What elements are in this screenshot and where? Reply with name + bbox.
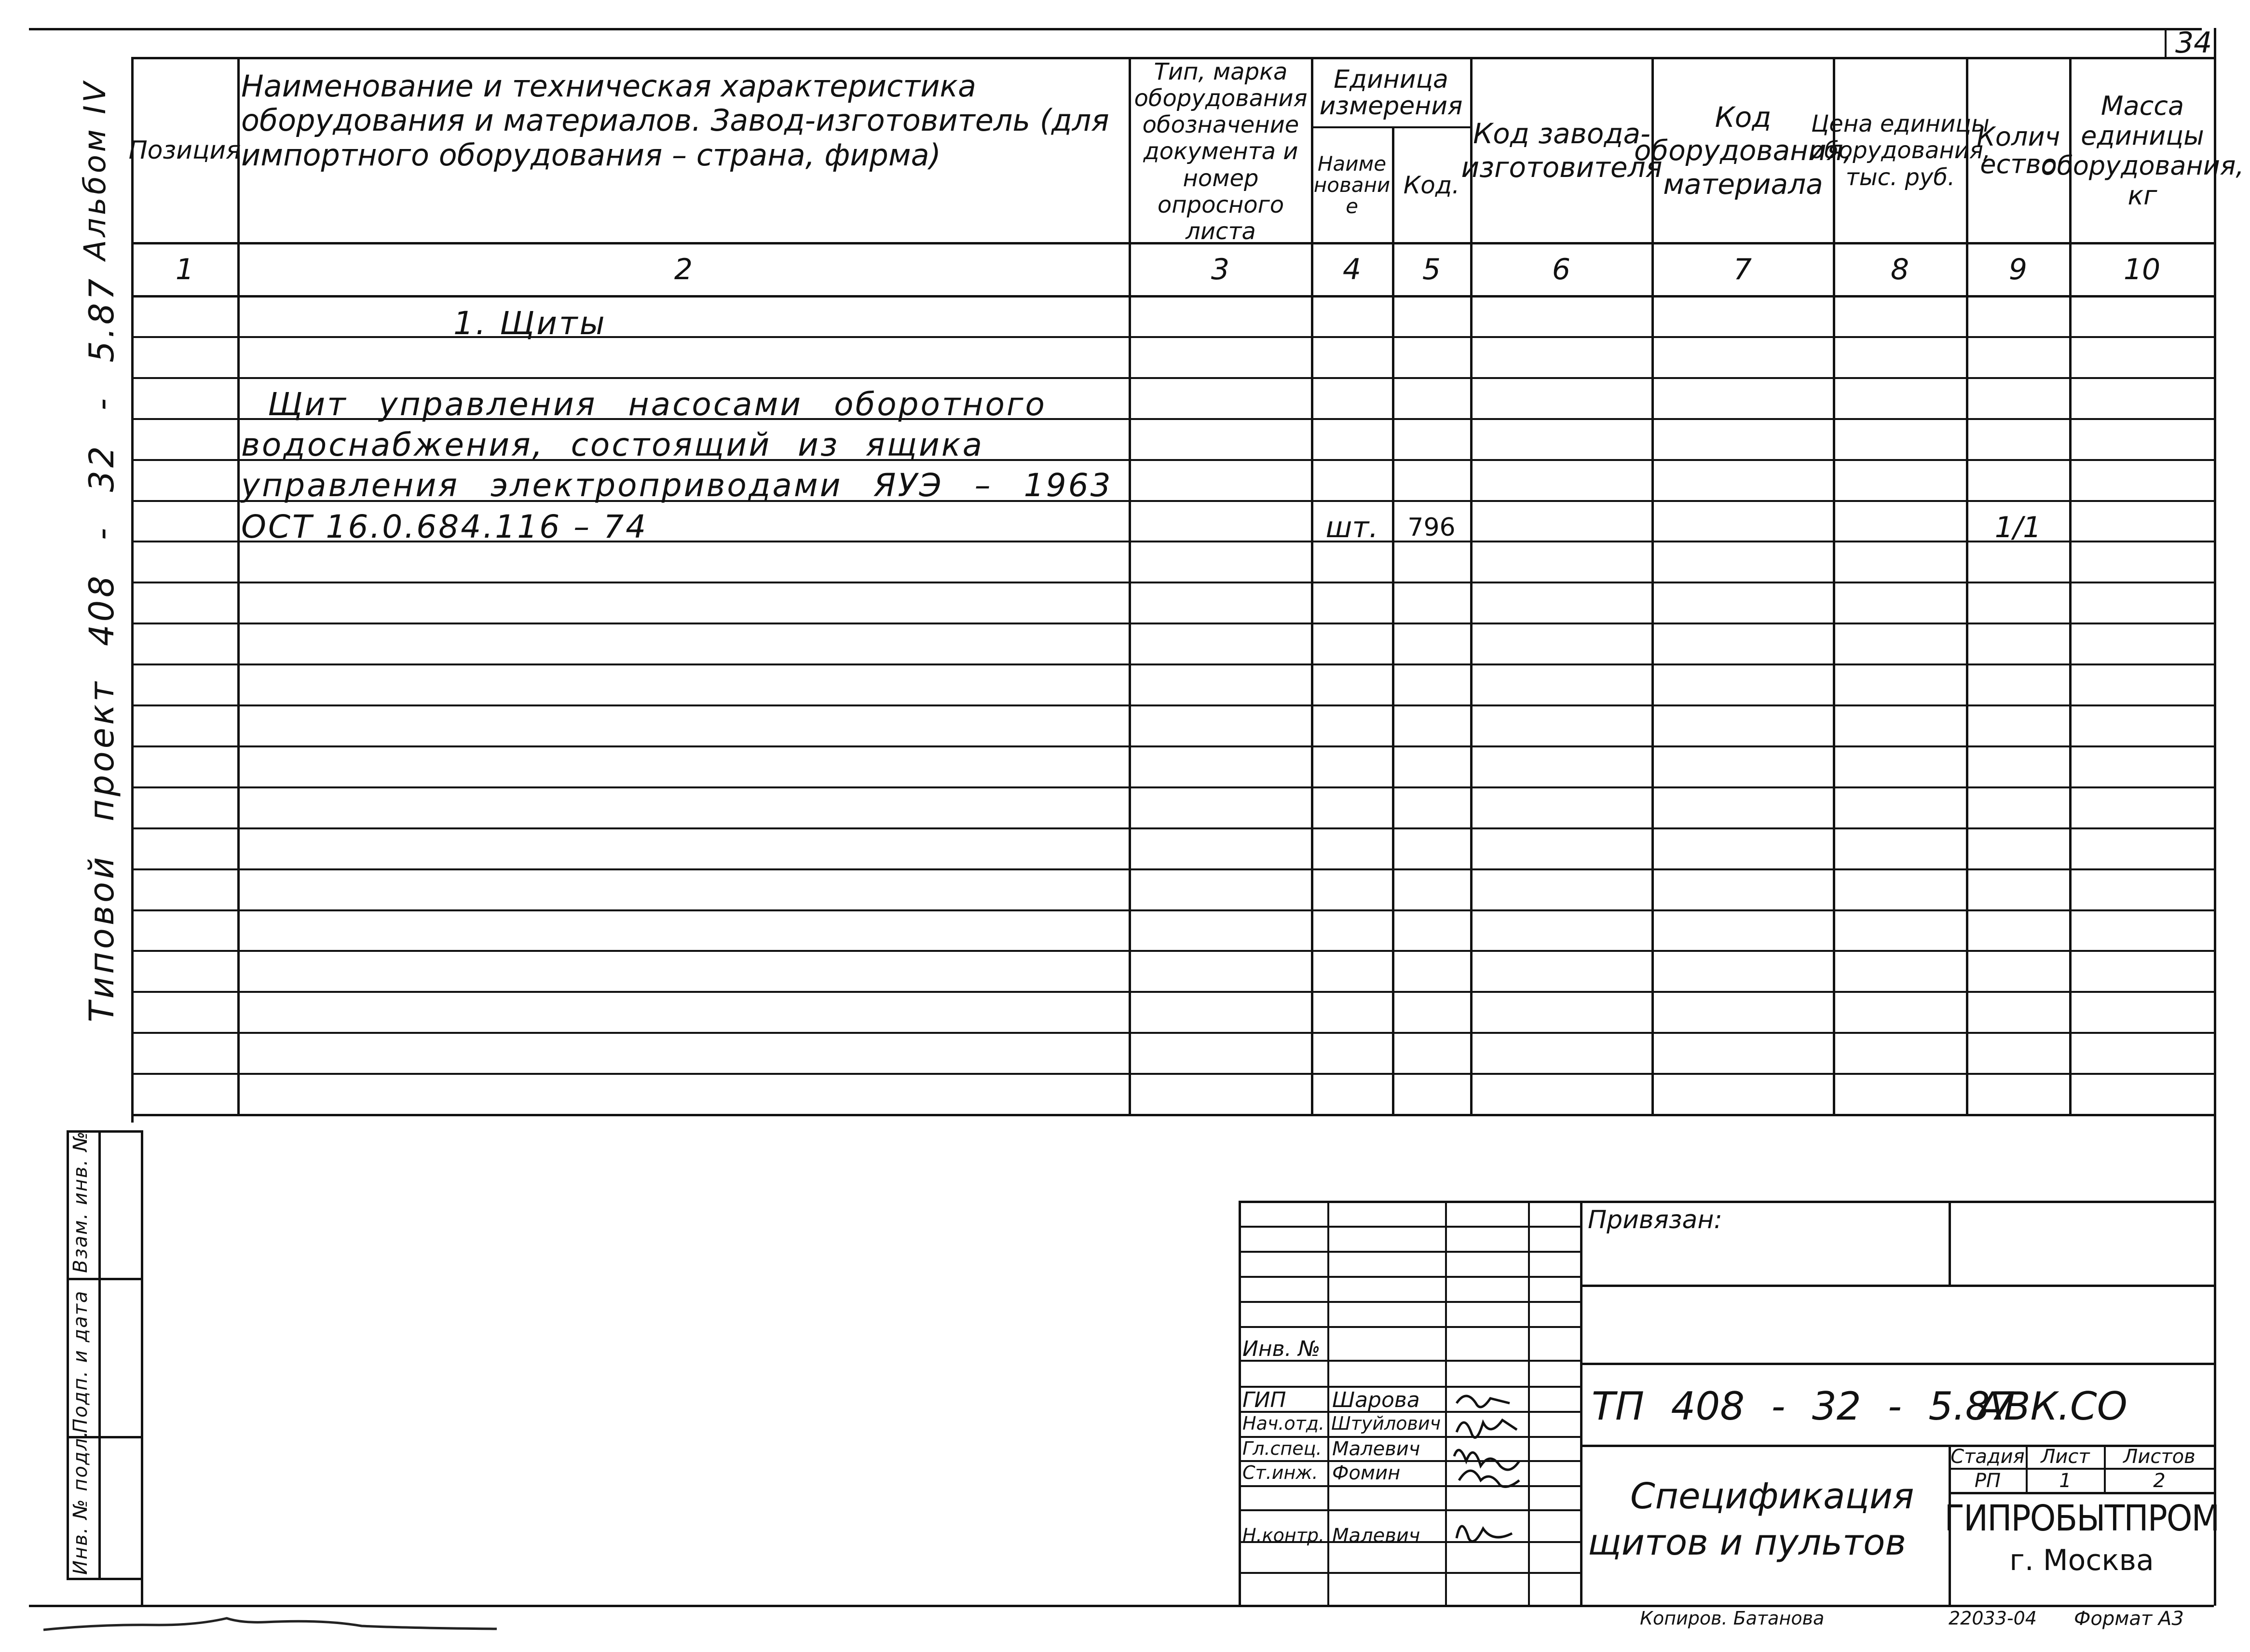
strip-label-c: Инв. № подл. [69, 1430, 92, 1575]
scan-smudge [43, 1615, 506, 1635]
tb-doc-code: ТП 408 - 32 - 5.87 [1592, 1384, 2015, 1429]
col-line-1 [237, 57, 240, 1114]
tb-org: ГИПРОБЫТПРОМ [1944, 1498, 2219, 1540]
col-line-9 [2069, 57, 2072, 1114]
col-line-6 [1651, 57, 1654, 1114]
table-row-line [131, 664, 2214, 665]
table-row-line [131, 786, 2214, 788]
section-title: 1. Щиты [453, 305, 607, 342]
table-row-line [131, 336, 2214, 338]
item-line-1: Щит управления насосами оборотного [268, 386, 1047, 423]
header-price: Цена единицы оборудования, тыс. руб. [1810, 110, 1991, 191]
tb-row-line [1239, 1276, 1580, 1278]
signature-marks [1447, 1384, 1528, 1577]
header-unit-name: Наименование [1313, 151, 1391, 218]
table-row-line [131, 1073, 2214, 1075]
strip-right [141, 1130, 143, 1606]
tb-left [1239, 1201, 1241, 1605]
table-bottom [131, 1114, 2214, 1116]
item-line-2: водоснабжения, состоящий из ящика [241, 426, 984, 463]
table-row-line [131, 868, 2214, 870]
tb-sheets: 2 [2153, 1470, 2166, 1492]
tb-role-5: Н.контр. [1242, 1525, 1325, 1546]
strip-label-b: Подп. и дата [69, 1290, 92, 1433]
tb-top [1239, 1201, 2214, 1203]
colnum-2: 2 [674, 252, 693, 286]
item-line-3: управления электроприводами ЯУЭ – 1963 [241, 467, 1113, 504]
tb-name-0: Шарова [1332, 1388, 1420, 1412]
frame-right [2214, 28, 2216, 1606]
tb-city: г. Москва [2009, 1543, 2154, 1577]
colnum-10: 10 [2123, 252, 2161, 286]
tb-role-2: Гл.спец. [1242, 1438, 1322, 1459]
tb-row-line [1239, 1485, 1580, 1487]
tb-name-3: Фомин [1332, 1462, 1401, 1484]
sheet-number: 34 [2175, 26, 2212, 60]
header-equipment-code: Код оборудования, материала [1634, 100, 1853, 201]
tb-doc-mark: АВК.СО [1977, 1384, 2127, 1429]
tb-role-3: Ст.инж. [1242, 1462, 1318, 1483]
tb-name-1: Штуйлович [1331, 1413, 1441, 1434]
header-unit: Единица измерения [1319, 65, 1463, 121]
colnum-3: 3 [1211, 252, 1230, 286]
tb-stage-label: Стадия [1950, 1446, 2025, 1468]
colnum-1: 1 [175, 252, 194, 286]
colnum-bottom [131, 295, 2214, 298]
tb-row-line [1239, 1251, 1580, 1253]
table-row-line [131, 377, 2214, 379]
footer-code: 22033-04 [1949, 1608, 2037, 1629]
item-line-4: ОСТ 16.0.684.116 – 74 [241, 508, 648, 545]
item-unit-code: 796 [1407, 513, 1456, 542]
tb-inv: Инв. № [1242, 1337, 1321, 1361]
tb-v1 [1327, 1201, 1329, 1605]
frame-bottom [29, 1605, 2214, 1607]
tb-v4 [1580, 1201, 1582, 1605]
tb-privyazan: Привязан: [1588, 1205, 1722, 1234]
header-position: Позиция [128, 135, 241, 165]
header-maker-code: Код завода-изготовителя [1461, 117, 1663, 184]
tb-role-0: ГИП [1242, 1388, 1286, 1412]
tb-stage-bottom [1949, 1492, 2214, 1494]
strip-bottom [67, 1578, 141, 1580]
sheet-box-left [2165, 28, 2167, 58]
strip-sep-1 [67, 1278, 141, 1280]
tb-name-5: Малевич [1332, 1525, 1420, 1547]
table-row-line [131, 827, 2214, 829]
table-row-line [131, 950, 2214, 952]
colnum-6: 6 [1552, 252, 1571, 286]
tb-title-line-2: щитов и пультов [1588, 1522, 1907, 1563]
tb-priv-divider [1949, 1201, 1951, 1285]
colnum-9: 9 [2008, 252, 2028, 286]
col-line-5 [1470, 57, 1473, 1114]
footer-format: Формат А3 [2074, 1608, 2184, 1630]
col-line-2 [1129, 57, 1131, 1114]
tb-sheet-label: Лист [2041, 1446, 2090, 1468]
table-row-line [131, 991, 2214, 993]
header-type: Тип, марка оборудования обозначение документа и номер опросного листа [1134, 58, 1308, 245]
table-row-line [131, 623, 2214, 624]
side-project: Типовой проект 408 - 32 - 5.87 [82, 275, 122, 1022]
strip-left [67, 1130, 69, 1579]
tb-row-line [1239, 1326, 1580, 1328]
tb-row-line [1239, 1301, 1580, 1303]
tb-title-line-1: Спецификация [1630, 1476, 1914, 1517]
tb-row-line [1239, 1509, 1580, 1511]
table-row-line [131, 745, 2214, 747]
footer-copied: Копиров. Батанова [1640, 1608, 1825, 1629]
side-album: Альбом IV [77, 79, 112, 260]
tb-row-line [1239, 1226, 1580, 1228]
table-row-line [131, 909, 2214, 911]
header-mass: Масса единицы оборудования, кг [2041, 90, 2244, 211]
table-row-line [131, 582, 2214, 583]
item-unit: шт. [1325, 510, 1378, 544]
header-unit-code: Код. [1403, 171, 1460, 199]
tb-v3 [1528, 1201, 1530, 1605]
colnum-7: 7 [1733, 252, 1752, 286]
header-quantity: Количество [1977, 122, 2060, 179]
col-line-7 [1833, 57, 1835, 1114]
tb-role-1: Нач.отд. [1242, 1413, 1325, 1434]
tb-name-2: Малевич [1332, 1438, 1420, 1460]
colnum-5: 5 [1422, 252, 1441, 286]
tb-priv-bottom [1580, 1285, 2214, 1287]
tb-sheet: 1 [2059, 1470, 2072, 1492]
strip-label-a: Взам. инв. № [69, 1130, 92, 1273]
table-row-line [131, 704, 2214, 706]
strip-mid [98, 1130, 101, 1579]
header-name: Наименование и техническая характеристика оборудования и материалов. Завод-изготовитель (для импортного оборудования – страна, фирма) [241, 68, 1109, 173]
tb-sheets-label: Листов [2123, 1446, 2195, 1468]
colnum-8: 8 [1890, 252, 1909, 286]
colnum-4: 4 [1342, 252, 1362, 286]
tb-row-line [1239, 1572, 1580, 1574]
item-quantity: 1/1 [1994, 510, 2042, 544]
tb-stage: РП [1974, 1470, 2001, 1492]
table-row-line [131, 1032, 2214, 1034]
frame-top [29, 28, 2202, 30]
col-line-8 [1966, 57, 1968, 1114]
tb-code-top [1580, 1363, 2214, 1365]
